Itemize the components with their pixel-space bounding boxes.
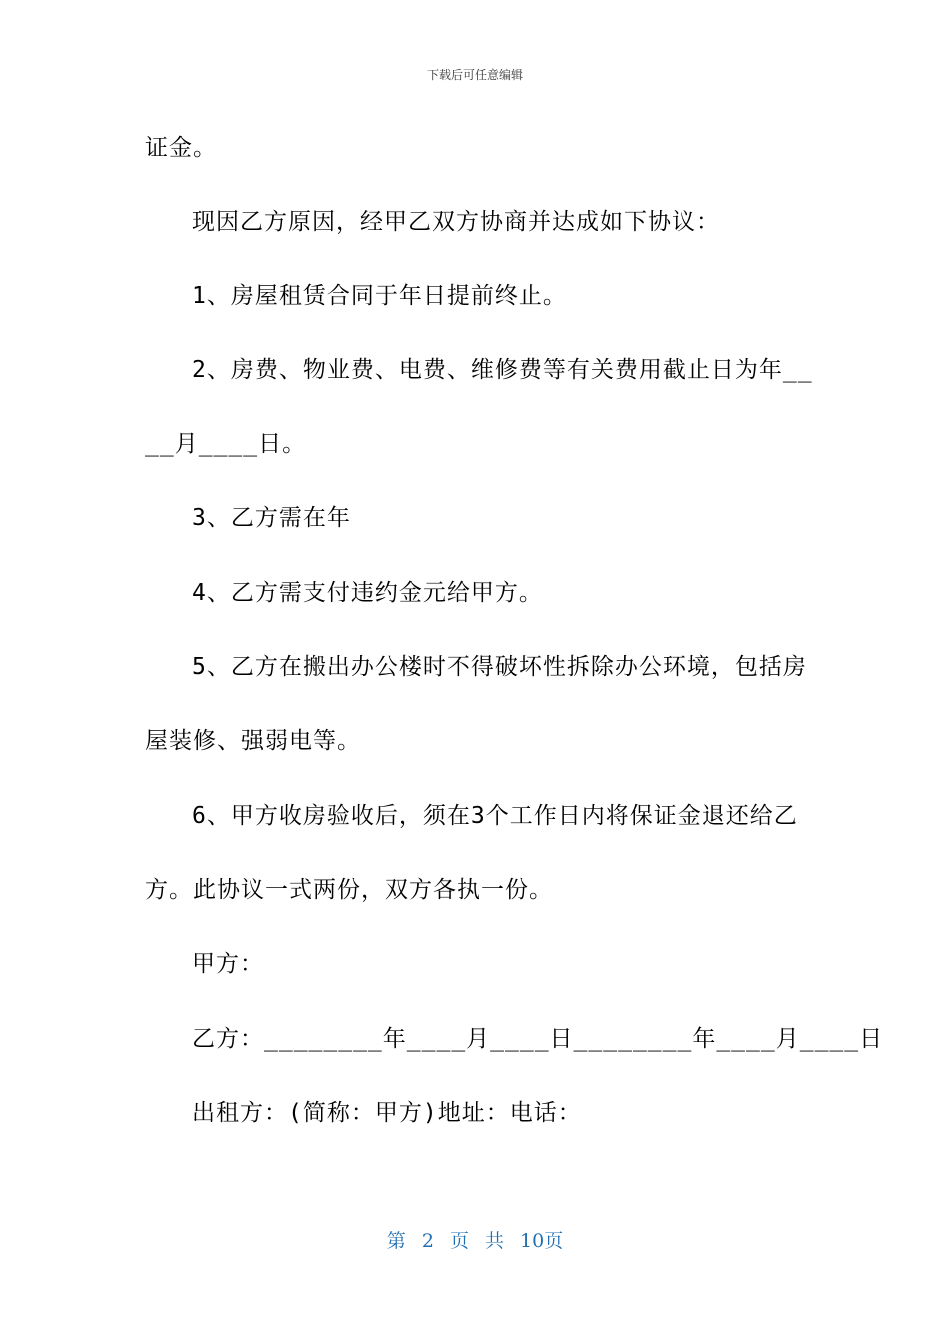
lessor-info-line: 出租方：(简称：甲方)地址：电话： <box>192 1100 582 1126</box>
paragraph-line: 6、甲方收房验收后，须在3个工作日内将保证金退还给乙 <box>192 803 798 829</box>
paragraph-line: 现因乙方原因，经甲乙双方协商并达成如下协议： <box>192 209 720 235</box>
page-header: 下载后可任意编辑 <box>426 68 523 82</box>
paragraph-line: 证金。 <box>145 135 217 161</box>
paragraph-line: 甲方： <box>192 951 264 977</box>
paragraph-line: 3、乙方需在年 <box>192 505 351 531</box>
paragraph-line: 5、乙方在搬出办公楼时不得破坏性拆除办公环境，包括房 <box>192 654 807 680</box>
paragraph-line: 方。此协议一式两份，双方各执一份。 <box>145 877 553 903</box>
paragraph-line: 2、房费、物业费、电费、维修费等有关费用截止日为年__ <box>192 357 813 383</box>
paragraph-line: 屋装修、强弱电等。 <box>145 728 361 754</box>
paragraph-line: __月____日。 <box>145 431 307 457</box>
signature-date-line: 乙方：________年____月____日________年____月____日 <box>192 1026 884 1052</box>
paragraph-line: 1、房屋租赁合同于年日提前终止。 <box>192 283 567 309</box>
page-footer: 第 2 页 共 10页 <box>386 1230 564 1252</box>
paragraph-line: 4、乙方需支付违约金元给甲方。 <box>192 580 543 606</box>
